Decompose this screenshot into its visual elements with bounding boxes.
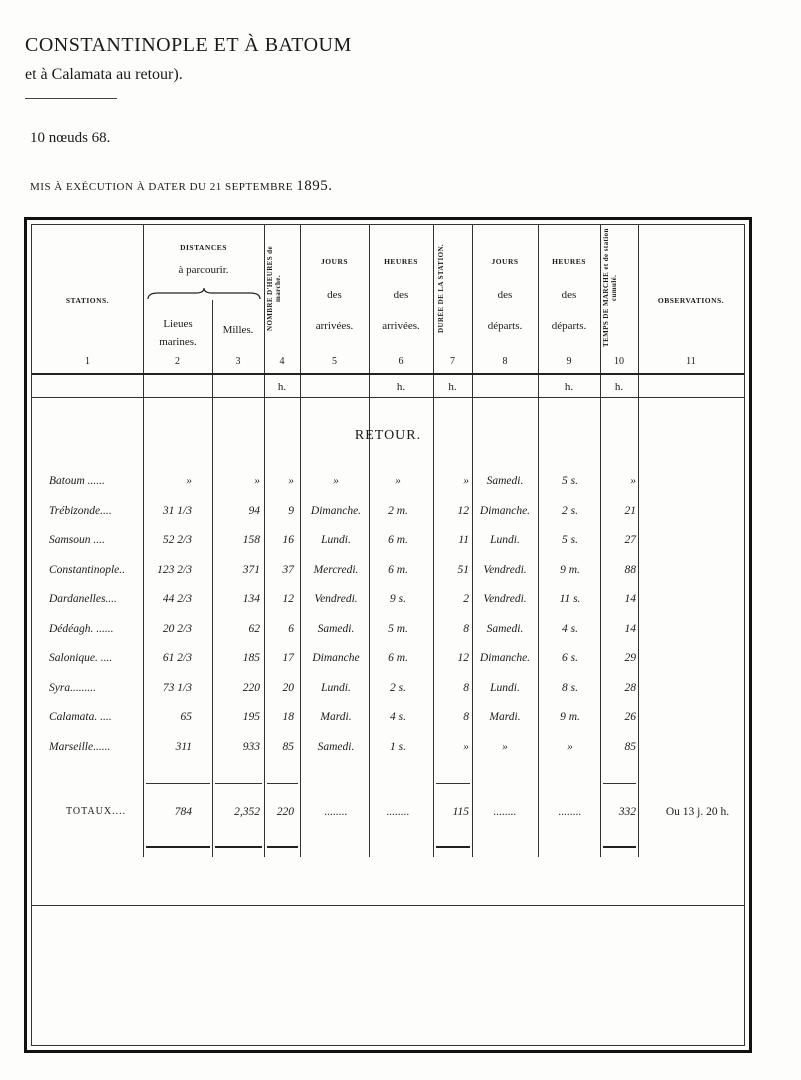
lieues-cell: 61 2/3 bbox=[162, 652, 192, 664]
station-name: Marseille...... bbox=[49, 740, 111, 753]
station-name: Dardanelles.... bbox=[49, 593, 117, 605]
jour-arrivee-cell: Lundi. bbox=[321, 534, 351, 546]
totals-jour-dep: ........ bbox=[493, 806, 517, 818]
temps-cumule-cell: 29 bbox=[624, 652, 636, 664]
totals-jour-arr: ........ bbox=[324, 806, 348, 818]
col-header-des-arr: des bbox=[327, 289, 342, 301]
duree-station-cell: 12 bbox=[457, 504, 469, 517]
totals-milles: 2,352 bbox=[234, 806, 260, 818]
lieues-cell: 31 1/3 bbox=[162, 504, 192, 517]
total-rule bbox=[603, 846, 636, 848]
heures-marche-cell: 12 bbox=[282, 593, 294, 605]
header-rule bbox=[32, 373, 744, 375]
temps-cumule-cell: 26 bbox=[624, 711, 636, 723]
col-header-distances-sub: à parcourir. bbox=[178, 264, 229, 276]
table-row bbox=[0, 739, 801, 759]
duree-station-cell: » bbox=[463, 475, 469, 487]
milles-cell: 371 bbox=[242, 563, 260, 576]
col-number: 3 bbox=[235, 356, 241, 367]
milles-cell: 134 bbox=[242, 593, 260, 605]
col-number: 4 bbox=[279, 356, 285, 367]
title-rule bbox=[25, 98, 117, 99]
jour-depart-cell: Lundi. bbox=[490, 534, 520, 546]
heures-marche-cell: 85 bbox=[282, 740, 294, 753]
duree-station-cell: 8 bbox=[463, 622, 469, 635]
jour-arrivee-cell: Vendredi. bbox=[314, 593, 358, 605]
heure-arrivee-cell: 4 s. bbox=[390, 711, 406, 723]
milles-cell: 195 bbox=[242, 711, 260, 723]
col-number: 1 bbox=[85, 356, 90, 367]
jour-depart-cell: Samedi. bbox=[486, 475, 524, 487]
col-header-des-harr: des bbox=[393, 289, 409, 301]
col-header-heures-arr: HEURES bbox=[384, 257, 418, 266]
col-header-distances: DISTANCES bbox=[180, 243, 227, 252]
milles-cell: » bbox=[254, 475, 260, 487]
col-header-temps-cumule: TEMPS DE MARCHE et de station cumulé. bbox=[602, 228, 618, 348]
jour-arrivee-cell: Samedi. bbox=[317, 622, 355, 635]
lieues-cell: 73 1/3 bbox=[162, 681, 192, 694]
jour-arrivee-cell: Lundi. bbox=[321, 681, 351, 694]
col-number: 10 bbox=[614, 356, 624, 367]
col-header-arrivees: arrivées. bbox=[315, 320, 354, 332]
jour-arrivee-cell: » bbox=[333, 475, 339, 487]
lieues-cell: 52 2/3 bbox=[162, 534, 192, 546]
col-number: 9 bbox=[566, 356, 572, 367]
table-row bbox=[0, 621, 801, 641]
duree-station-cell: 8 bbox=[463, 711, 469, 723]
col-header-departs-h: départs. bbox=[551, 320, 587, 332]
jour-depart-cell: Vendredi. bbox=[483, 593, 527, 605]
heure-depart-cell: 9 m. bbox=[560, 711, 580, 723]
table-row bbox=[0, 709, 801, 729]
heure-arrivee-cell: 2 s. bbox=[390, 681, 406, 694]
duree-station-cell: 2 bbox=[463, 593, 469, 605]
col-header-des-dep: des bbox=[497, 289, 513, 301]
col-header-des-hdep: des bbox=[561, 289, 577, 301]
heures-marche-cell: 20 bbox=[282, 681, 294, 694]
temps-cumule-cell: 21 bbox=[624, 504, 636, 517]
col-number: 5 bbox=[332, 356, 337, 367]
jour-arrivee-cell: Mardi. bbox=[320, 711, 352, 723]
heure-depart-cell: 6 s. bbox=[562, 652, 578, 664]
heure-arrivee-cell: 6 m. bbox=[388, 652, 408, 664]
totals-label: TOTAUX.... bbox=[66, 806, 127, 817]
execution-line bbox=[30, 178, 333, 195]
units-rule bbox=[32, 397, 744, 398]
col-number: 7 bbox=[450, 356, 455, 367]
station-name: Salonique. .... bbox=[49, 652, 113, 664]
heure-depart-cell: 2 s. bbox=[562, 504, 578, 517]
totals-heures: 220 bbox=[276, 806, 294, 818]
heure-arrivee-cell: 6 m. bbox=[388, 563, 408, 576]
heure-depart-cell: 5 s. bbox=[562, 534, 578, 546]
table-row bbox=[0, 650, 801, 670]
milles-cell: 94 bbox=[248, 504, 260, 517]
duree-station-cell: 12 bbox=[457, 652, 469, 664]
station-name: Trébizonde.... bbox=[49, 504, 112, 517]
col-number: 11 bbox=[686, 356, 696, 367]
col-number: 6 bbox=[398, 356, 404, 367]
temps-cumule-cell: 88 bbox=[624, 563, 636, 576]
total-rule bbox=[146, 846, 210, 848]
milles-cell: 220 bbox=[242, 681, 260, 694]
sum-rule bbox=[603, 783, 636, 784]
table-bottom-rule bbox=[32, 905, 744, 906]
duree-station-cell: 8 bbox=[463, 681, 469, 694]
station-name: Calamata. .... bbox=[49, 711, 112, 723]
jour-depart-cell: Lundi. bbox=[490, 681, 520, 694]
heure-arrivee-cell: 5 m. bbox=[388, 622, 408, 635]
totals-row bbox=[0, 804, 801, 824]
unit-h: h. bbox=[448, 381, 457, 393]
jour-depart-cell: Vendredi. bbox=[483, 563, 527, 576]
section-title: RETOUR. bbox=[354, 428, 422, 443]
unit-h: h. bbox=[564, 381, 574, 393]
heure-depart-cell: 8 s. bbox=[562, 681, 578, 694]
lieues-cell: 311 bbox=[175, 740, 192, 753]
station-name: Syra......... bbox=[49, 681, 96, 694]
totals-lieues: 784 bbox=[174, 806, 192, 818]
col-number: 2 bbox=[175, 356, 180, 367]
heures-marche-cell: 16 bbox=[282, 534, 294, 546]
jour-depart-cell: Dimanche. bbox=[479, 504, 531, 517]
sum-rule bbox=[146, 783, 210, 784]
heure-arrivee-cell: 1 s. bbox=[390, 740, 406, 753]
heure-arrivee-cell: 6 m. bbox=[388, 534, 408, 546]
heure-arrivee-cell: » bbox=[395, 475, 401, 487]
heures-marche-cell: 18 bbox=[282, 711, 294, 723]
heure-depart-cell: 4 s. bbox=[562, 622, 578, 635]
jour-arrivee-cell: Dimanche. bbox=[310, 504, 362, 517]
milles-cell: 933 bbox=[242, 740, 260, 753]
totals-duree: 115 bbox=[452, 806, 469, 818]
col-header-departs: départs. bbox=[487, 320, 523, 332]
table-row bbox=[0, 532, 801, 552]
lieues-cell: 123 2/3 bbox=[157, 563, 192, 576]
col-header-observations: OBSERVATIONS. bbox=[657, 296, 725, 305]
table-row bbox=[0, 680, 801, 700]
heure-depart-cell: 11 s. bbox=[559, 593, 581, 605]
total-rule bbox=[267, 846, 298, 848]
heures-marche-cell: » bbox=[288, 475, 294, 487]
jour-arrivee-cell: Mercredi. bbox=[313, 563, 359, 576]
temps-cumule-cell: 14 bbox=[624, 593, 636, 605]
brace-icon bbox=[146, 287, 262, 301]
heures-marche-cell: 17 bbox=[282, 652, 294, 664]
station-name: Dédéagh. ...... bbox=[49, 622, 114, 635]
jour-depart-cell: Dimanche. bbox=[479, 652, 531, 664]
duree-station-cell: » bbox=[463, 740, 469, 753]
col-header-duree-station: DURÉE DE LA STATION. bbox=[437, 243, 445, 333]
heures-marche-cell: 37 bbox=[282, 563, 294, 576]
totals-heure-dep: ........ bbox=[558, 806, 582, 818]
lieues-cell: » bbox=[186, 475, 192, 487]
duree-station-cell: 11 bbox=[458, 534, 469, 546]
sum-rule bbox=[267, 783, 298, 784]
execution-prefix: MIS À EXÉCUTION À DATER DU 21 SEPTEMBRE bbox=[30, 181, 294, 193]
total-rule bbox=[436, 846, 470, 848]
col-header-stations: STATIONS. bbox=[65, 296, 110, 305]
speed-line: 10 nœuds 68. bbox=[30, 130, 111, 146]
jour-depart-cell: » bbox=[502, 740, 508, 753]
unit-h: h. bbox=[614, 381, 624, 393]
milles-cell: 158 bbox=[242, 534, 260, 546]
document-subtitle: et à Calamata au retour). bbox=[25, 66, 183, 83]
sum-rule bbox=[436, 783, 470, 784]
totals-heure-arr: ........ bbox=[386, 806, 410, 818]
col-header-arrivees-h: arrivées. bbox=[382, 320, 420, 332]
temps-cumule-cell: 28 bbox=[624, 681, 636, 694]
col-header-jours-dep: JOURS bbox=[491, 257, 519, 266]
temps-cumule-cell: » bbox=[630, 475, 636, 487]
jour-arrivee-cell: Samedi. bbox=[317, 740, 355, 753]
table-row bbox=[0, 473, 801, 493]
totals-cumul: 332 bbox=[618, 806, 636, 818]
unit-h: h. bbox=[277, 381, 287, 393]
table-row bbox=[0, 591, 801, 611]
col-header-heures-dep: HEURES bbox=[552, 257, 586, 266]
station-name: Batoum ...... bbox=[49, 475, 105, 487]
duree-station-cell: 51 bbox=[457, 563, 469, 576]
execution-year: 1895. bbox=[296, 178, 333, 194]
col-header-jours-arr: JOURS bbox=[320, 257, 349, 266]
temps-cumule-cell: 85 bbox=[624, 740, 636, 753]
milles-cell: 62 bbox=[248, 622, 260, 635]
jour-arrivee-cell: Dimanche bbox=[312, 652, 360, 664]
lieues-cell: 20 2/3 bbox=[162, 622, 192, 635]
total-rule bbox=[215, 846, 262, 848]
heure-arrivee-cell: 9 s. bbox=[390, 593, 406, 605]
station-name: Constantinople.. bbox=[49, 563, 126, 576]
jour-depart-cell: Samedi. bbox=[486, 622, 524, 635]
heure-depart-cell: 9 m. bbox=[560, 563, 580, 576]
heures-marche-cell: 9 bbox=[288, 504, 294, 517]
milles-cell: 185 bbox=[242, 652, 260, 664]
document-title: CONSTANTINOPLE ET À BATOUM bbox=[25, 34, 352, 56]
unit-h: h. bbox=[396, 381, 406, 393]
col-number: 8 bbox=[502, 356, 508, 367]
heure-arrivee-cell: 2 m. bbox=[388, 504, 408, 517]
table-row bbox=[0, 503, 801, 523]
station-name: Samsoun .... bbox=[49, 534, 105, 546]
lieues-cell: 65 bbox=[180, 711, 192, 723]
col-header-heures-marche: NOMBRE D'HEURES de marche. bbox=[266, 246, 282, 332]
jour-depart-cell: Mardi. bbox=[489, 711, 521, 723]
heure-depart-cell: » bbox=[567, 740, 573, 753]
totals-observations: Ou 13 j. 20 h. bbox=[665, 806, 730, 818]
table-row bbox=[0, 562, 801, 582]
heures-marche-cell: 6 bbox=[288, 622, 294, 635]
temps-cumule-cell: 27 bbox=[624, 534, 636, 546]
col-header-lieues: Lieues marines. bbox=[159, 318, 197, 348]
lieues-cell: 44 2/3 bbox=[162, 593, 192, 605]
heure-depart-cell: 5 s. bbox=[562, 475, 578, 487]
col-header-milles: Milles. bbox=[222, 324, 254, 336]
sum-rule bbox=[215, 783, 262, 784]
temps-cumule-cell: 14 bbox=[624, 622, 636, 635]
